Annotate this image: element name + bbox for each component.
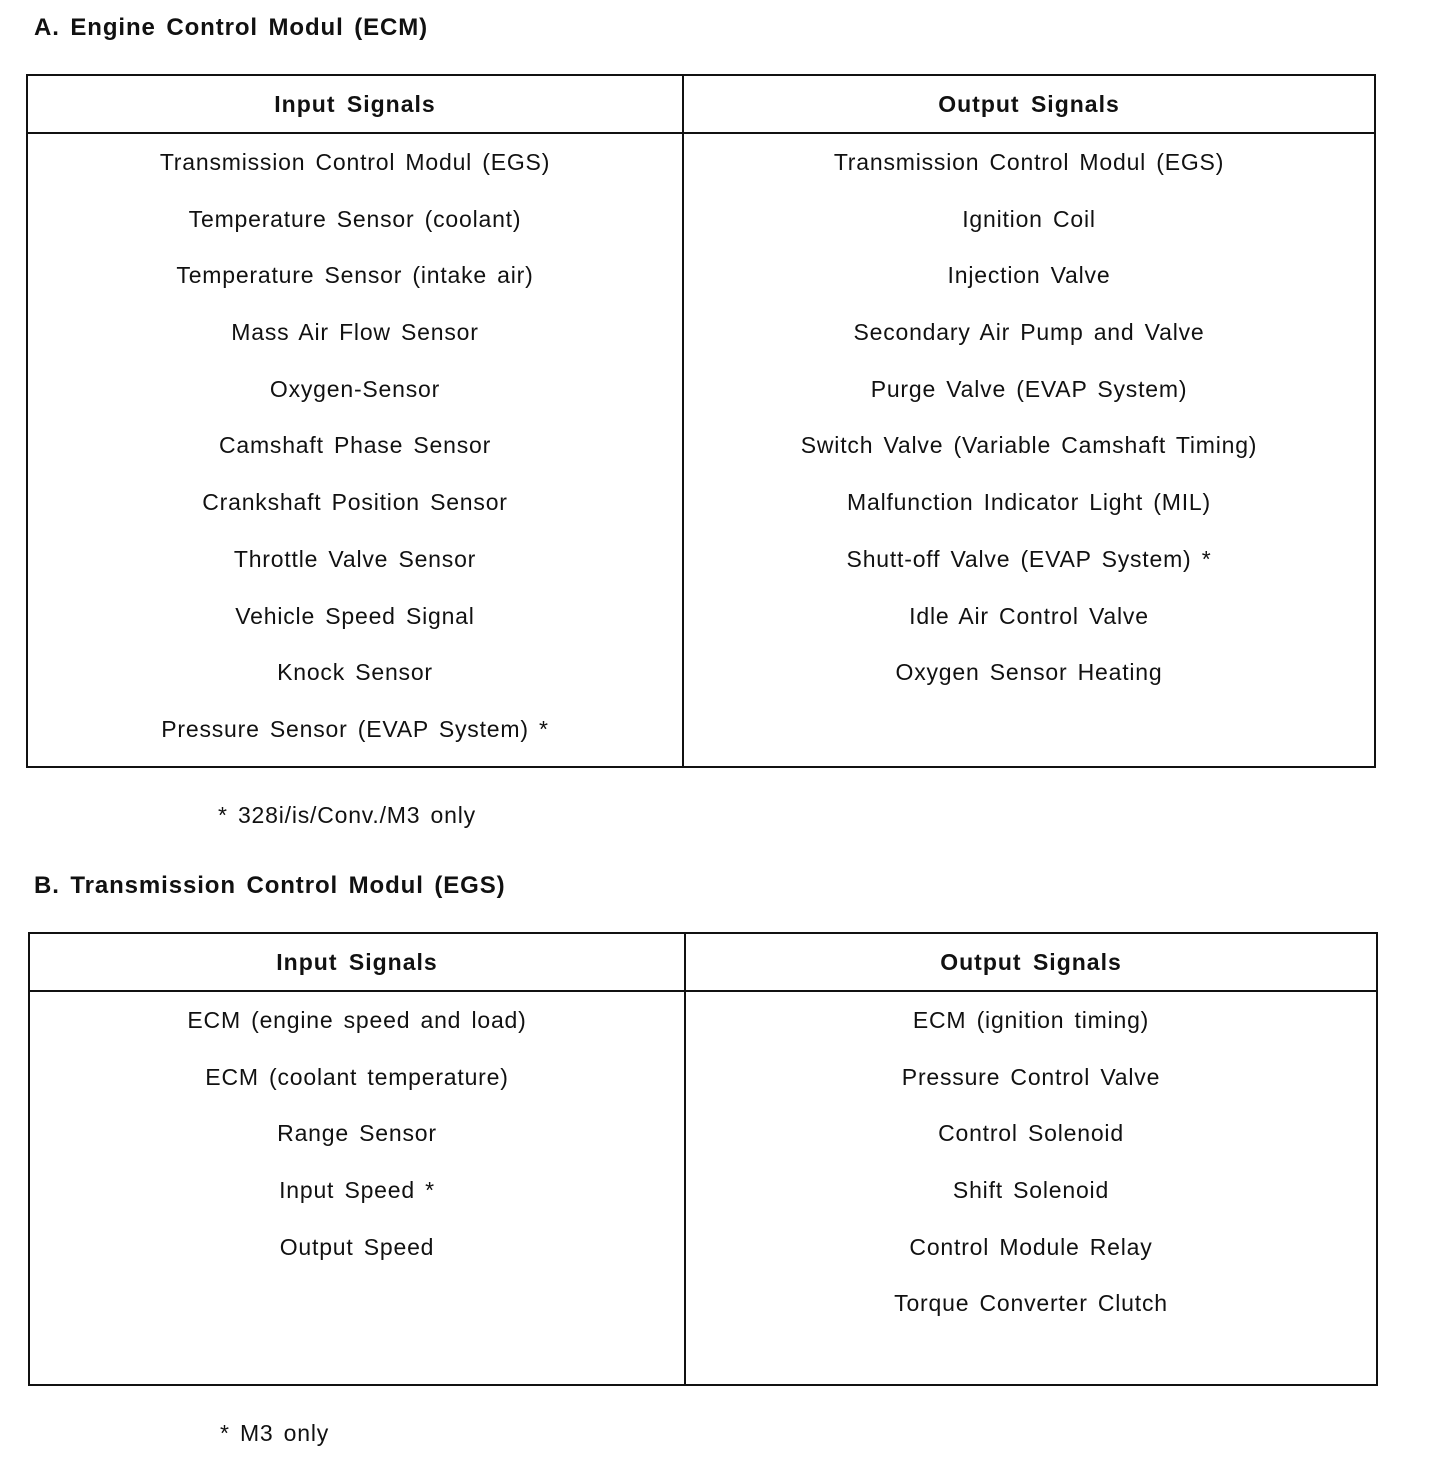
ecm-output-item: Idle Air Control Valve — [909, 602, 1149, 629]
egs-input-column — [30, 934, 686, 1384]
ecm-input-item: Vehicle Speed Signal — [235, 602, 475, 629]
ecm-output-item: Transmission Control Modul (EGS) — [833, 149, 1225, 175]
ecm-input-item: Camshaft Phase Sensor — [218, 432, 492, 459]
ecm-input-item: Mass Air Flow Sensor — [231, 319, 479, 346]
egs-input-item: Output Speed — [279, 1233, 435, 1260]
ecm-output-item: Malfunction Indicator Light (MIL) — [847, 489, 1211, 516]
ecm-output-list — [684, 134, 1374, 701]
ecm-input-item: Transmission Control Modul (EGS) — [159, 149, 551, 175]
ecm-output-column — [684, 76, 1374, 766]
egs-output-header: Output Signals — [686, 934, 1376, 992]
egs-signal-table — [28, 932, 1378, 1386]
egs-input-header: Input Signals — [30, 934, 684, 992]
ecm-input-list — [28, 134, 682, 758]
ecm-output-item: Switch Valve (Variable Camshaft Timing) — [800, 432, 1258, 459]
egs-output-column — [686, 934, 1376, 1384]
egs-output-item: ECM (ignition timing) — [912, 1007, 1150, 1033]
ecm-output-item: Shutt-off Valve (EVAP System) * — [846, 545, 1212, 572]
ecm-input-column — [28, 76, 684, 766]
ecm-input-item: Throttle Valve Sensor — [233, 545, 477, 572]
egs-input-item: ECM (coolant temperature) — [205, 1063, 509, 1090]
ecm-input-item: Knock Sensor — [277, 659, 433, 686]
ecm-input-item: Temperature Sensor (intake air) — [176, 262, 534, 289]
ecm-output-header: Output Signals — [684, 76, 1374, 134]
egs-output-item: Torque Converter Clutch — [894, 1290, 1168, 1317]
ecm-signal-table — [26, 74, 1376, 768]
egs-output-list — [686, 992, 1376, 1332]
section-b-footnote: * M3 only — [220, 1420, 330, 1446]
ecm-output-item: Secondary Air Pump and Valve — [853, 319, 1205, 346]
ecm-input-item: Crankshaft Position Sensor — [202, 489, 508, 516]
ecm-output-item: Injection Valve — [947, 262, 1111, 289]
ecm-output-item: Oxygen Sensor Heating — [895, 659, 1163, 686]
ecm-output-item: Ignition Coil — [962, 205, 1096, 232]
egs-input-list — [30, 992, 684, 1275]
ecm-input-item: Pressure Sensor (EVAP System) * — [161, 715, 549, 742]
egs-output-item: Pressure Control Valve — [901, 1063, 1161, 1090]
section-a-footnote: * 328i/is/Conv./M3 only — [218, 802, 476, 828]
egs-input-item: Input Speed * — [279, 1177, 435, 1204]
egs-output-item: Control Solenoid — [938, 1120, 1124, 1147]
egs-output-item: Shift Solenoid — [952, 1177, 1110, 1204]
ecm-input-item: Temperature Sensor (coolant) — [188, 205, 522, 232]
ecm-input-item: Oxygen-Sensor — [269, 375, 441, 402]
section-b-title: B. Transmission Control Modul (EGS) — [34, 872, 506, 899]
ecm-output-item: Purge Valve (EVAP System) — [870, 375, 1188, 402]
ecm-input-header: Input Signals — [28, 76, 682, 134]
egs-input-item: Range Sensor — [277, 1120, 437, 1147]
egs-input-item: ECM (engine speed and load) — [187, 1007, 527, 1033]
egs-output-item: Control Module Relay — [909, 1233, 1153, 1260]
section-a-title: A. Engine Control Modul (ECM) — [34, 14, 429, 41]
